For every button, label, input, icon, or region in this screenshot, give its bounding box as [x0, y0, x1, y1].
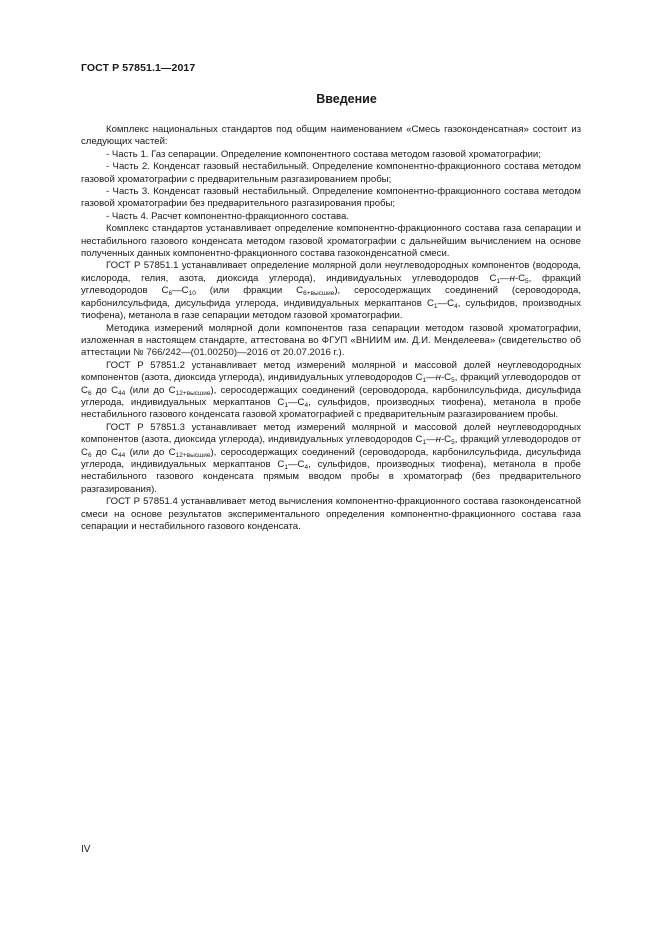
part-list-item-3: - Часть 3. Конденсат газовый нестабильный. Определение компонентно-фракционного состава методом газовой хроматографии без предварительного разгазирования пробы; — [81, 186, 581, 210]
part2-paragraph: ГОСТ Р 57851.2 устанавливает метод измерений молярной и массовой долей неуглеводородных компонентов (азота, диоксида углерода), индивидуальных углеводородов $C_1—н-C_5$, фракций углеводородов от $C_6$ до $C_{44}$ (или до $C_{12+высшие}$), серосодержащих соединений (сероводорода, карбонилсульфида, дисульфида углерода, индивидуальных меркаптанов $C_1—C_4$, сульфидов, производных тиофена), метанола в пробе нестабильного газового конденсата газовой хроматографией с предварительным разгазированием пробы. — [81, 359, 582, 421]
section-title-text: Введение — [316, 92, 377, 106]
part-list-item-4: - Часть 4. Расчет компонентно-фракционного состава. — [106, 210, 350, 222]
part-list-item-2: - Часть 2. Конденсат газовый нестабильный. Определение компонентно-фракционного состава методом газовой хроматографии с предварительным разгазированием пробы; — [81, 161, 581, 185]
part1-paragraph: ГОСТ Р 57851.1 устанавливает определение молярной доли неуглеводородных компонентов (водорода, кислорода, гелия, азота, диоксида углерода), индивидуальных углеводородов $C_1—н-C_5$, фракций углеводородов $C_6—C_{10}$ (или фракции $C_{6+высшие}$), серосодержащих соединений (сероводорода, карбонилсульфида, дисульфида углерода, индивидуальных меркаптанов $C_1—C_4$, сульфидов, производных тиофена), метанола в газе сепарации методом газовой хроматографии. — [81, 260, 582, 322]
scope-paragraph: Комплекс стандартов устанавливает определение компонентно-фракционного состава газа сепарации и нестабильного газового конденсата методом газовой хроматографии с дальнейшим вычислением на основе полученных данных компонентно-фракционного состава газоконденсатной смеси. — [81, 223, 581, 260]
section-title — [0, 92, 661, 106]
document-body — [81, 124, 581, 533]
intro-paragraph: Комплекс национальных стандартов под общим наименованием «Смесь газоконденсатная» состоит из следующих частей: — [81, 124, 581, 148]
part4-paragraph: ГОСТ Р 57851.4 устанавливает метод вычисления компонентно-фракционного состава газоконденсатной смеси на основе результатов экспериментального определения компонентно-фракционного состава газа сепарации и нестабильного газового конденсата. — [81, 496, 581, 532]
page-number: IV — [81, 844, 91, 855]
document-header: ГОСТ Р 57851.1—2017 — [81, 62, 196, 74]
certification-paragraph: Методика измерений молярной доли компонентов газа сепарации методом газовой хроматографии, изложенная в настоящем стандарте, аттестована во ФГУП «ВНИИМ им. Д.И. Менделеева» (свидетельство об аттестации № 766/242—(01.00250)—2016 от 20.07.2016 г.). — [81, 322, 581, 359]
part3-paragraph: ГОСТ Р 57851.3 устанавливает метод измерений молярной и массовой долей неуглеводородных компонентов (азота, диоксида углерода), индивидуальных углеводородов $C_1—н-C_5$, фракций углеводородов от $C_6$ до $C_{44}$ (или до $C_{12+высшие}$), серосодержащих соединений (сероводорода, карбонилсульфида, дисульфида углерода, индивидуальных меркаптанов $C_1—C_4$, сульфидов, производных тиофена), метанола в пробе нестабильного газового конденсата прямым вводом пробы в хроматограф (без предварительного разгазирования). — [81, 421, 582, 495]
part-list-item-1: - Часть 1. Газ сепарации. Определение компонентного состава методом газовой хроматографии; — [106, 148, 541, 160]
